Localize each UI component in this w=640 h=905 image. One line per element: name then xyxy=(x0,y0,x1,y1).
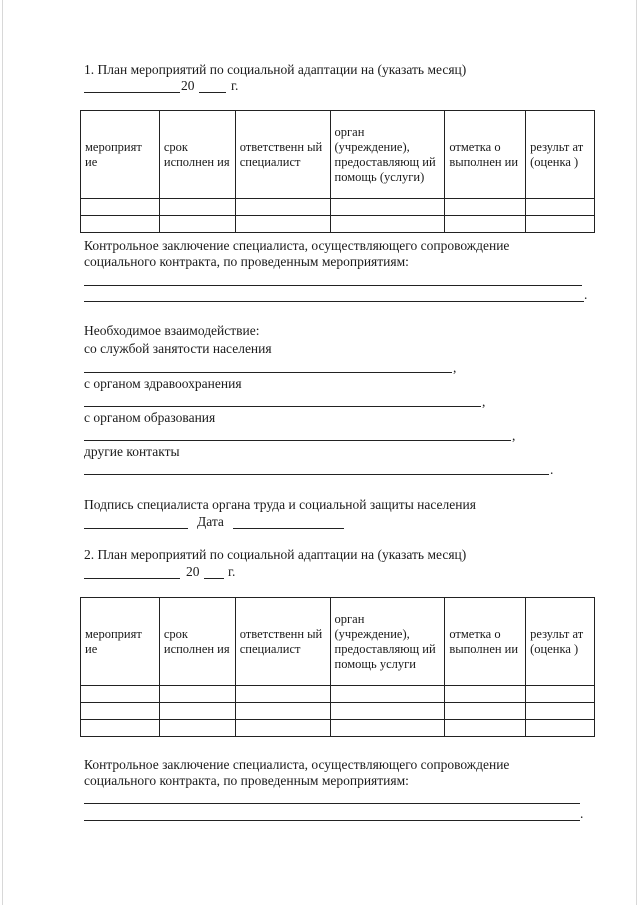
section2-conclusion-label: Контрольное заключение специалиста, осуществляющего сопровождение социального контракта, по проведенным мероприятиям: xyxy=(84,757,510,788)
header-cell-responsible: ответственн ый специалист xyxy=(235,111,330,199)
section1-plan-table xyxy=(80,110,595,233)
interaction-health-comma: , xyxy=(482,394,486,409)
table-cell[interactable] xyxy=(81,199,160,216)
signature-label: Подпись специалиста органа труда и социальной защиты населения xyxy=(84,497,476,512)
table-row xyxy=(81,216,595,233)
interaction-education-comma: , xyxy=(512,428,516,443)
table-cell[interactable] xyxy=(445,199,526,216)
section2-day-month-blank xyxy=(84,578,180,579)
section1-heading: 1. План мероприятий по социальной адаптации на (указать месяц) xyxy=(84,62,467,77)
table-cell[interactable] xyxy=(81,216,160,233)
table-cell[interactable] xyxy=(445,720,526,737)
interaction-education-field[interactable] xyxy=(84,440,511,441)
table-row xyxy=(81,720,595,737)
table-cell[interactable] xyxy=(159,686,235,703)
header-cell-completion-mark: отметка о выполнен ии xyxy=(445,598,526,686)
table-cell[interactable] xyxy=(526,703,595,720)
section1-year-suffix: г. xyxy=(231,78,239,93)
table-cell[interactable] xyxy=(330,703,445,720)
interaction-health-label: с органом здравоохранения xyxy=(84,376,242,391)
header-cell-deadline: срок исполнен ия xyxy=(159,111,235,199)
header-cell-activity: мероприят ие xyxy=(81,598,160,686)
table-cell[interactable] xyxy=(159,199,235,216)
table-cell[interactable] xyxy=(159,720,235,737)
header-cell-completion-mark: отметка о выполнен ии xyxy=(445,111,526,199)
table-cell[interactable] xyxy=(235,686,330,703)
date-field[interactable] xyxy=(233,528,344,529)
table-cell[interactable] xyxy=(330,216,445,233)
header-cell-organization: орган (учреждение), предоставляющ ий помощь (услуги) xyxy=(330,111,445,199)
table-cell[interactable] xyxy=(235,703,330,720)
table-row xyxy=(81,199,595,216)
interaction-employment-field[interactable] xyxy=(84,372,452,373)
section2-conclusion-period: . xyxy=(580,806,584,821)
table-cell[interactable] xyxy=(159,216,235,233)
table-row xyxy=(81,686,595,703)
interaction-title: Необходимое взаимодействие: xyxy=(84,323,260,338)
section1-day-month-blank xyxy=(84,92,180,93)
table-header-row xyxy=(81,111,595,199)
interaction-other-label: другие контакты xyxy=(84,444,180,459)
header-cell-organization: орган (учреждение), предоставляющ ий помощь услуги xyxy=(330,598,445,686)
interaction-education-label: с органом образования xyxy=(84,410,216,425)
section2-year-blank xyxy=(204,578,224,579)
table-cell[interactable] xyxy=(81,720,160,737)
table-cell[interactable] xyxy=(81,686,160,703)
table-cell[interactable] xyxy=(330,199,445,216)
table-cell[interactable] xyxy=(81,703,160,720)
section1-year-blank xyxy=(199,92,226,93)
table-cell[interactable] xyxy=(235,199,330,216)
header-cell-responsible: ответственн ый специалист xyxy=(235,598,330,686)
table-cell[interactable] xyxy=(445,703,526,720)
header-cell-result: результ ат (оценка ) xyxy=(526,111,595,199)
interaction-health-field[interactable] xyxy=(84,406,481,407)
section2-year-prefix: 20 xyxy=(186,564,200,579)
interaction-other-field[interactable] xyxy=(84,474,549,475)
header-cell-result: результ ат (оценка ) xyxy=(526,598,595,686)
page-edge-left xyxy=(2,0,3,905)
section1-conclusion-period: . xyxy=(584,287,588,302)
table-row xyxy=(81,703,595,720)
table-cell[interactable] xyxy=(526,216,595,233)
section1-year-prefix: 20 xyxy=(181,78,195,93)
section1-conclusion-line-2[interactable] xyxy=(84,301,584,302)
table-cell[interactable] xyxy=(526,686,595,703)
interaction-employment-label: со службой занятости населения xyxy=(84,341,272,356)
section2-plan-table xyxy=(80,597,595,737)
date-label: Дата xyxy=(197,514,224,529)
header-cell-deadline: срок исполнен ия xyxy=(159,598,235,686)
table-cell[interactable] xyxy=(235,720,330,737)
table-cell[interactable] xyxy=(445,686,526,703)
signature-field[interactable] xyxy=(84,528,188,529)
table-cell[interactable] xyxy=(330,686,445,703)
table-cell[interactable] xyxy=(526,199,595,216)
interaction-employment-comma: , xyxy=(453,360,457,375)
section2-conclusion-line-2[interactable] xyxy=(84,820,580,821)
section2-conclusion-line-1[interactable] xyxy=(84,803,580,804)
section2-heading: 2. План мероприятий по социальной адаптации на (указать месяц) xyxy=(84,547,467,562)
section1-conclusion-line-1[interactable] xyxy=(84,285,582,286)
table-header-row xyxy=(81,598,595,686)
table-cell[interactable] xyxy=(330,720,445,737)
table-cell[interactable] xyxy=(159,703,235,720)
interaction-other-period: . xyxy=(550,462,554,477)
header-cell-activity: мероприят ие xyxy=(81,111,160,199)
page-edge-right xyxy=(636,0,637,905)
section1-conclusion-label: Контрольное заключение специалиста, осуществляющего сопровождение социального контракта, по проведенным мероприятиям: xyxy=(84,238,510,269)
table-cell[interactable] xyxy=(526,720,595,737)
table-cell[interactable] xyxy=(445,216,526,233)
section2-year-suffix: г. xyxy=(228,564,236,579)
table-cell[interactable] xyxy=(235,216,330,233)
